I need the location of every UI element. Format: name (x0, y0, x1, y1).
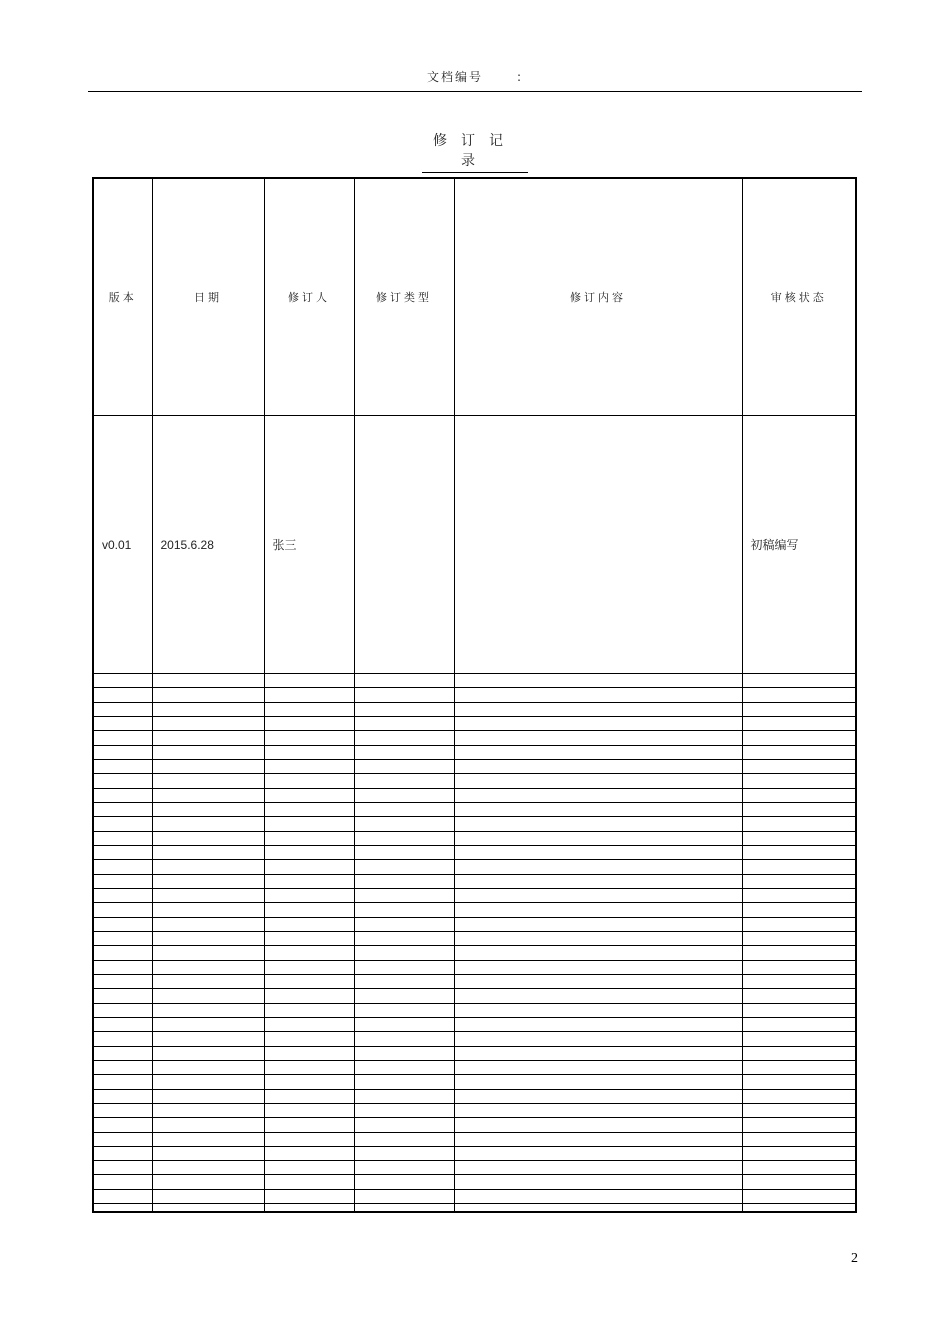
cell-date (152, 1189, 264, 1203)
cell-version (94, 917, 152, 931)
cell-date (152, 917, 264, 931)
cell-date (152, 960, 264, 974)
cell-revision-content (454, 1003, 742, 1017)
table-row (94, 745, 855, 759)
cell-reviser (264, 1118, 354, 1132)
table-row (94, 1132, 855, 1146)
cell-date (152, 1060, 264, 1074)
cell-date (152, 845, 264, 859)
cell-review-status (742, 788, 855, 802)
table-row (94, 802, 855, 816)
cell-version (94, 702, 152, 716)
document-title: 修订记录 (422, 130, 528, 173)
cell-date (152, 688, 264, 702)
cell-date (152, 1089, 264, 1103)
cell-reviser (264, 931, 354, 945)
cell-reviser: 张三 (264, 416, 354, 674)
cell-version (94, 1204, 152, 1211)
cell-revision-type (354, 416, 454, 674)
cell-review-status (742, 731, 855, 745)
table-row (94, 1189, 855, 1203)
cell-version (94, 931, 152, 945)
cell-reviser (264, 774, 354, 788)
cell-reviser (264, 1032, 354, 1046)
cell-revision-type (354, 759, 454, 773)
cell-review-status (742, 1103, 855, 1117)
cell-version (94, 1103, 152, 1117)
cell-revision-content (454, 416, 742, 674)
cell-revision-content (454, 1146, 742, 1160)
cell-reviser (264, 702, 354, 716)
cell-review-status (742, 1175, 855, 1189)
cell-revision-content (454, 731, 742, 745)
table-row (94, 845, 855, 859)
cell-revision-content (454, 845, 742, 859)
table-row (94, 831, 855, 845)
cell-reviser (264, 1003, 354, 1017)
cell-revision-content (454, 802, 742, 816)
cell-revision-content (454, 1204, 742, 1211)
cell-revision-content (454, 688, 742, 702)
cell-version (94, 1017, 152, 1031)
cell-date (152, 946, 264, 960)
table-row (94, 1060, 855, 1074)
cell-revision-type (354, 1161, 454, 1175)
cell-version (94, 745, 152, 759)
cell-revision-content (454, 960, 742, 974)
cell-revision-type (354, 802, 454, 816)
cell-version (94, 674, 152, 688)
cell-version (94, 845, 152, 859)
cell-reviser (264, 688, 354, 702)
table-row (94, 974, 855, 988)
table-row (94, 1032, 855, 1046)
table-row (94, 1046, 855, 1060)
cell-reviser (264, 917, 354, 931)
cell-reviser (264, 1204, 354, 1211)
cell-review-status (742, 960, 855, 974)
cell-reviser (264, 674, 354, 688)
table-row (94, 1175, 855, 1189)
cell-version (94, 716, 152, 730)
cell-review-status (742, 702, 855, 716)
table-row (94, 774, 855, 788)
cell-review-status (742, 1132, 855, 1146)
cell-date (152, 1046, 264, 1060)
cell-version (94, 759, 152, 773)
cell-reviser (264, 1017, 354, 1031)
table-row (94, 903, 855, 917)
cell-reviser (264, 888, 354, 902)
cell-revision-content (454, 1118, 742, 1132)
cell-revision-type (354, 1132, 454, 1146)
table-row (94, 788, 855, 802)
cell-reviser (264, 903, 354, 917)
cell-revision-type (354, 1204, 454, 1211)
cell-date (152, 774, 264, 788)
cell-revision-type (354, 1146, 454, 1160)
cell-reviser (264, 860, 354, 874)
cell-revision-type (354, 1046, 454, 1060)
cell-date (152, 974, 264, 988)
page-header (0, 68, 950, 85)
cell-revision-type (354, 888, 454, 902)
cell-date (152, 1017, 264, 1031)
cell-date (152, 745, 264, 759)
table-row (94, 674, 855, 688)
cell-version (94, 946, 152, 960)
cell-date (152, 1075, 264, 1089)
cell-revision-content (454, 1103, 742, 1117)
header-colon: : (516, 70, 524, 84)
cell-revision-type (354, 946, 454, 960)
cell-date (152, 788, 264, 802)
cell-review-status (742, 1046, 855, 1060)
cell-date (152, 1204, 264, 1211)
cell-revision-type (354, 674, 454, 688)
table-row (94, 931, 855, 945)
cell-revision-content (454, 788, 742, 802)
cell-revision-type (354, 1175, 454, 1189)
cell-date (152, 874, 264, 888)
table-row (94, 1204, 855, 1211)
cell-date (152, 1146, 264, 1160)
cell-reviser (264, 1132, 354, 1146)
cell-revision-content (454, 1060, 742, 1074)
cell-version (94, 1189, 152, 1203)
cell-revision-type (354, 1017, 454, 1031)
cell-review-status (742, 831, 855, 845)
cell-reviser (264, 1175, 354, 1189)
table-row (94, 917, 855, 931)
cell-review-status (742, 845, 855, 859)
cell-review-status (742, 860, 855, 874)
cell-reviser (264, 831, 354, 845)
table-row (94, 702, 855, 716)
cell-version (94, 989, 152, 1003)
cell-date (152, 1103, 264, 1117)
cell-reviser (264, 788, 354, 802)
cell-version (94, 1175, 152, 1189)
cell-version (94, 903, 152, 917)
cell-revision-content (454, 1032, 742, 1046)
cell-revision-type (354, 960, 454, 974)
table-row (94, 1089, 855, 1103)
cell-revision-type (354, 1060, 454, 1074)
cell-version (94, 1118, 152, 1132)
cell-revision-content (454, 946, 742, 960)
cell-revision-type (354, 1103, 454, 1117)
cell-revision-content (454, 774, 742, 788)
cell-reviser (264, 1189, 354, 1203)
cell-date (152, 731, 264, 745)
cell-reviser (264, 1089, 354, 1103)
cell-date (152, 1161, 264, 1175)
cell-date (152, 888, 264, 902)
cell-version (94, 731, 152, 745)
cell-review-status (742, 674, 855, 688)
table-row (94, 1146, 855, 1160)
cell-revision-type (354, 845, 454, 859)
cell-review-status (742, 1032, 855, 1046)
column-header-version: 版本 (94, 179, 152, 416)
cell-date (152, 903, 264, 917)
table-row (94, 860, 855, 874)
cell-revision-type (354, 989, 454, 1003)
cell-revision-type (354, 860, 454, 874)
cell-reviser (264, 1146, 354, 1160)
cell-date (152, 989, 264, 1003)
cell-date: 2015.6.28 (152, 416, 264, 674)
cell-revision-content (454, 674, 742, 688)
cell-revision-content (454, 974, 742, 988)
cell-review-status (742, 874, 855, 888)
cell-date (152, 817, 264, 831)
cell-reviser (264, 845, 354, 859)
cell-review-status (742, 1003, 855, 1017)
cell-date (152, 1175, 264, 1189)
cell-revision-content (454, 888, 742, 902)
cell-date (152, 1003, 264, 1017)
cell-reviser (264, 731, 354, 745)
cell-revision-type (354, 702, 454, 716)
cell-date (152, 831, 264, 845)
cell-revision-type (354, 1003, 454, 1017)
revision-table (94, 179, 855, 1211)
cell-review-status (742, 817, 855, 831)
cell-version (94, 688, 152, 702)
cell-version (94, 1089, 152, 1103)
cell-reviser (264, 745, 354, 759)
cell-revision-content (454, 1017, 742, 1031)
cell-review-status (742, 774, 855, 788)
table-row (94, 817, 855, 831)
cell-revision-content (454, 1089, 742, 1103)
cell-version (94, 1060, 152, 1074)
cell-review-status (742, 1017, 855, 1031)
cell-revision-type (354, 917, 454, 931)
cell-version (94, 974, 152, 988)
cell-version (94, 1075, 152, 1089)
cell-reviser (264, 716, 354, 730)
cell-review-status (742, 688, 855, 702)
cell-reviser (264, 759, 354, 773)
cell-version (94, 788, 152, 802)
cell-review-status (742, 1161, 855, 1175)
cell-reviser (264, 817, 354, 831)
cell-version (94, 817, 152, 831)
cell-reviser (264, 974, 354, 988)
cell-date (152, 674, 264, 688)
cell-version (94, 831, 152, 845)
table-row (94, 1118, 855, 1132)
cell-review-status (742, 716, 855, 730)
cell-revision-content (454, 817, 742, 831)
cell-review-status (742, 1189, 855, 1203)
cell-reviser (264, 1060, 354, 1074)
cell-revision-type (354, 817, 454, 831)
cell-revision-type (354, 731, 454, 745)
cell-reviser (264, 1046, 354, 1060)
cell-version (94, 802, 152, 816)
cell-reviser (264, 874, 354, 888)
table-row (94, 759, 855, 773)
header-label: 文档编号 (426, 70, 483, 84)
table-row (94, 1103, 855, 1117)
cell-version (94, 888, 152, 902)
cell-review-status: 初稿编写 (742, 416, 855, 674)
cell-revision-type (354, 1075, 454, 1089)
table-row (94, 874, 855, 888)
cell-revision-content (454, 931, 742, 945)
cell-review-status (742, 917, 855, 931)
cell-reviser (264, 989, 354, 1003)
cell-revision-type (354, 1089, 454, 1103)
cell-revision-content (454, 860, 742, 874)
page-number: 2 (851, 1251, 858, 1266)
cell-review-status (742, 802, 855, 816)
cell-revision-content (454, 702, 742, 716)
cell-revision-type (354, 716, 454, 730)
cell-revision-content (454, 989, 742, 1003)
table-row (94, 1075, 855, 1089)
cell-reviser (264, 946, 354, 960)
cell-revision-content (454, 716, 742, 730)
cell-review-status (742, 989, 855, 1003)
cell-version (94, 860, 152, 874)
table-row (94, 688, 855, 702)
cell-version (94, 1132, 152, 1146)
cell-version (94, 1046, 152, 1060)
cell-version (94, 1146, 152, 1160)
table-row (94, 731, 855, 745)
cell-version (94, 960, 152, 974)
cell-version (94, 874, 152, 888)
table-row (94, 1003, 855, 1017)
cell-review-status (742, 931, 855, 945)
cell-review-status (742, 1075, 855, 1089)
cell-review-status (742, 745, 855, 759)
cell-revision-type (354, 774, 454, 788)
cell-version: v0.01 (94, 416, 152, 674)
cell-revision-type (354, 931, 454, 945)
column-header-revision-content: 修订内容 (454, 179, 742, 416)
cell-reviser (264, 1103, 354, 1117)
table-row (94, 416, 855, 674)
cell-revision-type (354, 1118, 454, 1132)
cell-review-status (742, 888, 855, 902)
cell-revision-content (454, 831, 742, 845)
cell-reviser (264, 802, 354, 816)
cell-revision-type (354, 903, 454, 917)
cell-revision-content (454, 1175, 742, 1189)
revision-table-frame (92, 177, 857, 1213)
cell-review-status (742, 1089, 855, 1103)
cell-date (152, 1118, 264, 1132)
table-row (94, 716, 855, 730)
cell-reviser (264, 1161, 354, 1175)
cell-review-status (742, 1060, 855, 1074)
table-row (94, 989, 855, 1003)
cell-review-status (742, 1204, 855, 1211)
cell-date (152, 802, 264, 816)
cell-date (152, 1132, 264, 1146)
table-row (94, 1017, 855, 1031)
cell-revision-content (454, 745, 742, 759)
cell-date (152, 860, 264, 874)
cell-revision-content (454, 1075, 742, 1089)
cell-revision-type (354, 831, 454, 845)
cell-revision-content (454, 1132, 742, 1146)
cell-date (152, 931, 264, 945)
column-header-reviser: 修订人 (264, 179, 354, 416)
cell-version (94, 774, 152, 788)
column-header-date: 日期 (152, 179, 264, 416)
cell-revision-type (354, 974, 454, 988)
cell-revision-type (354, 1189, 454, 1203)
cell-date (152, 1032, 264, 1046)
cell-revision-content (454, 1189, 742, 1203)
cell-revision-type (354, 874, 454, 888)
cell-version (94, 1003, 152, 1017)
cell-reviser (264, 960, 354, 974)
table-row (94, 888, 855, 902)
column-header-revision-type: 修订类型 (354, 179, 454, 416)
header-divider (88, 91, 862, 92)
cell-date (152, 702, 264, 716)
cell-revision-content (454, 1046, 742, 1060)
cell-review-status (742, 759, 855, 773)
cell-revision-content (454, 917, 742, 931)
cell-date (152, 716, 264, 730)
cell-reviser (264, 1075, 354, 1089)
cell-revision-content (454, 903, 742, 917)
cell-revision-type (354, 1032, 454, 1046)
cell-review-status (742, 903, 855, 917)
cell-review-status (742, 946, 855, 960)
table-header-row (94, 179, 855, 416)
table-row (94, 1161, 855, 1175)
cell-date (152, 759, 264, 773)
table-row (94, 946, 855, 960)
cell-revision-content (454, 1161, 742, 1175)
cell-revision-type (354, 688, 454, 702)
table-row (94, 960, 855, 974)
column-header-review-status: 审核状态 (742, 179, 855, 416)
cell-review-status (742, 974, 855, 988)
cell-review-status (742, 1118, 855, 1132)
cell-revision-type (354, 788, 454, 802)
cell-version (94, 1161, 152, 1175)
cell-revision-type (354, 745, 454, 759)
cell-revision-content (454, 759, 742, 773)
cell-review-status (742, 1146, 855, 1160)
cell-revision-content (454, 874, 742, 888)
cell-version (94, 1032, 152, 1046)
